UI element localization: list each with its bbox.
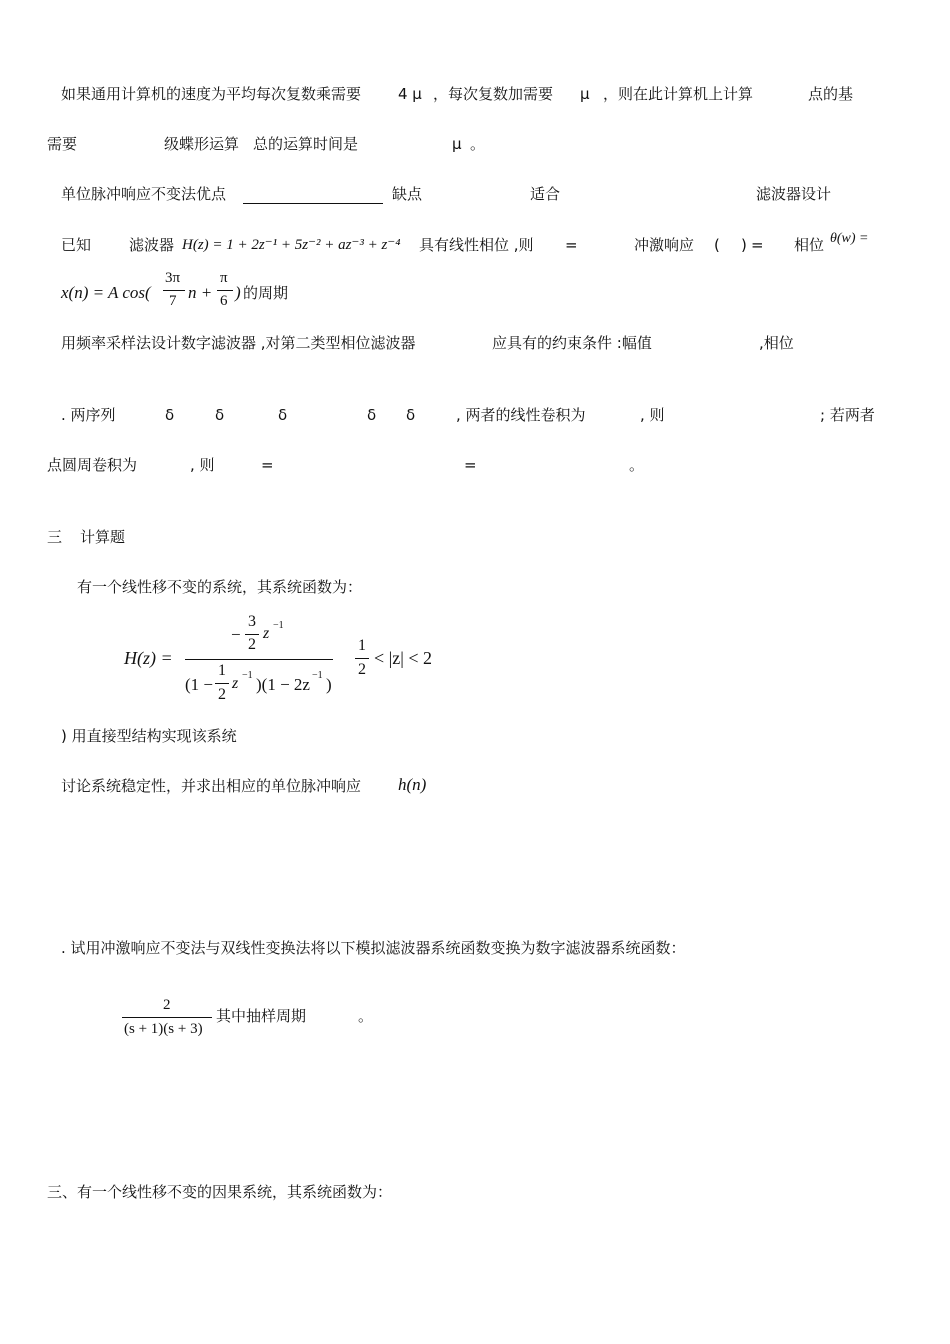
line7-text-a: . 两序列 (61, 406, 116, 424)
q1-num-frac-bar (245, 634, 259, 635)
q1-num-z: z (263, 625, 270, 642)
q1-den-exp: −1 (242, 670, 253, 681)
q1-num-frac-d: 2 (248, 636, 256, 653)
section-number: 三 (47, 528, 63, 546)
cosine-sequence-lhs: x(n) = A cos( (61, 283, 151, 302)
delta-5: δ (406, 406, 416, 424)
line2-text-e: 。 (470, 135, 486, 153)
line5-suffix: 的周期 (243, 284, 289, 302)
q2-frac-numerator: 2 (163, 997, 171, 1013)
q2-intro: . 试用冲激响应不变法与双线性变换法将以下模拟滤波器系统函数变换为数字滤波器系统函数： (61, 939, 686, 957)
line4-text-c: 具有线性相位 ,则 (419, 236, 534, 254)
frac1-numerator: 3π (165, 270, 181, 286)
q1-roc-rest: < |z| < 2 (374, 648, 432, 668)
line6-text-a: 用频率采样法设计数字滤波器 ,对第二类型相位滤波器 (61, 334, 416, 352)
line4-text-d: = (565, 236, 578, 254)
q1-part2-h: h(n) (398, 775, 427, 794)
line8-text-e: 。 (629, 456, 645, 474)
line6-text-b: 应具有的约束条件 :幅值 (492, 334, 652, 352)
q1-den-a: (1 − (185, 675, 213, 694)
delta-1: δ (165, 406, 175, 424)
q1-num-frac-n: 3 (248, 613, 256, 630)
q1-num-minus: − (231, 625, 241, 644)
line1-text-e: ，则在此计算机上计算 (603, 85, 754, 103)
answer-blank-underline (243, 203, 383, 204)
cosine-sequence-mid: n + (188, 283, 213, 302)
fir-transfer-function: H(z) = 1 + 2z⁻¹ + 5z⁻² + az⁻³ + z⁻⁴ (182, 237, 401, 253)
frac2-numerator: π (220, 270, 228, 286)
q2-frac-denominator: (s + 1)(s + 3) (124, 1021, 203, 1037)
line4-text-g: ) (741, 236, 747, 254)
frac1-denominator: 7 (169, 293, 177, 309)
q1-den-frac-n: 1 (218, 662, 226, 679)
line8-text-b: , 则 (190, 456, 215, 474)
q1-den-frac-bar (215, 683, 229, 684)
cosine-sequence-close: ) (235, 283, 241, 302)
line2-text-a: 需要 (47, 135, 78, 153)
q1-main-fraction-bar (185, 659, 333, 660)
q1-den-exp2: −1 (312, 670, 323, 681)
line8-text-d: = (464, 456, 477, 474)
q1-roc-frac-n: 1 (358, 637, 366, 654)
line1-text-c: ，每次复数加需要 (433, 85, 554, 103)
line2-text-d: μ (452, 135, 462, 153)
line1-text-a: 如果通用计算机的速度为平均每次复数乘需要 (61, 85, 362, 103)
line7-text-d: ; 若两者 (820, 406, 875, 424)
frac2-bar (217, 290, 233, 291)
line8-text-a: 点圆周卷积为 (47, 456, 138, 474)
q2-frac-bar (122, 1017, 212, 1018)
q1-den-frac-d: 2 (218, 686, 226, 703)
line3-text-d: 滤波器设计 (756, 185, 832, 203)
frac1-bar (163, 290, 185, 291)
line2-text-c: 总的运算时间是 (253, 135, 359, 153)
q1-intro: 有一个线性移不变的系统，其系统函数为： (77, 578, 363, 596)
line8-text-c: = (261, 456, 274, 474)
line4-text-b: 滤波器 (129, 236, 175, 254)
q2-suffix: 其中抽样周期 (216, 1007, 307, 1025)
phase-expression: θ(w) = (830, 231, 869, 246)
line4-text-a: 已知 (61, 236, 92, 254)
delta-4: δ (367, 406, 377, 424)
q1-den-z: z (232, 675, 239, 692)
q1-den-b: )(1 − 2z (256, 675, 310, 694)
line3-text-a: 单位脉冲响应不变法优点 (61, 185, 227, 203)
line4-text-i: 相位 (794, 236, 825, 254)
frac2-denominator: 6 (220, 293, 228, 309)
section-title: 计算题 (80, 528, 126, 546)
line7-text-c: , 则 (640, 406, 665, 424)
q1-roc-frac-bar (355, 658, 369, 659)
q1-roc-frac-d: 2 (358, 661, 366, 678)
line1-text-f: 点的基 (808, 85, 854, 103)
line1-text-d: μ (580, 85, 590, 103)
line4-text-e: 冲激响应 (634, 236, 695, 254)
line1-text-b: 4 μ (398, 85, 422, 103)
delta-2: δ (215, 406, 225, 424)
q3-intro: 三、有一个线性移不变的因果系统，其系统函数为： (47, 1183, 393, 1201)
line7-text-b: , 两者的线性卷积为 (456, 406, 586, 424)
line3-text-c: 适合 (530, 185, 561, 203)
q1-den-c: ) (326, 675, 332, 694)
line2-text-b: 级蝶形运算 (164, 135, 240, 153)
line6-text-c: ,相位 (759, 334, 794, 352)
q1-part1: ) 用直接型结构实现该系统 (61, 727, 237, 745)
q1-part2: 讨论系统稳定性，并求出相应的单位脉冲响应 (61, 777, 362, 795)
q1-lhs: H(z) = (124, 648, 173, 668)
delta-3: δ (278, 406, 288, 424)
line4-text-h: = (751, 236, 764, 254)
line4-text-f: ( (714, 236, 720, 254)
q1-num-exp: −1 (273, 620, 284, 631)
q2-end: 。 (358, 1007, 374, 1025)
line3-text-b: 缺点 (392, 185, 423, 203)
